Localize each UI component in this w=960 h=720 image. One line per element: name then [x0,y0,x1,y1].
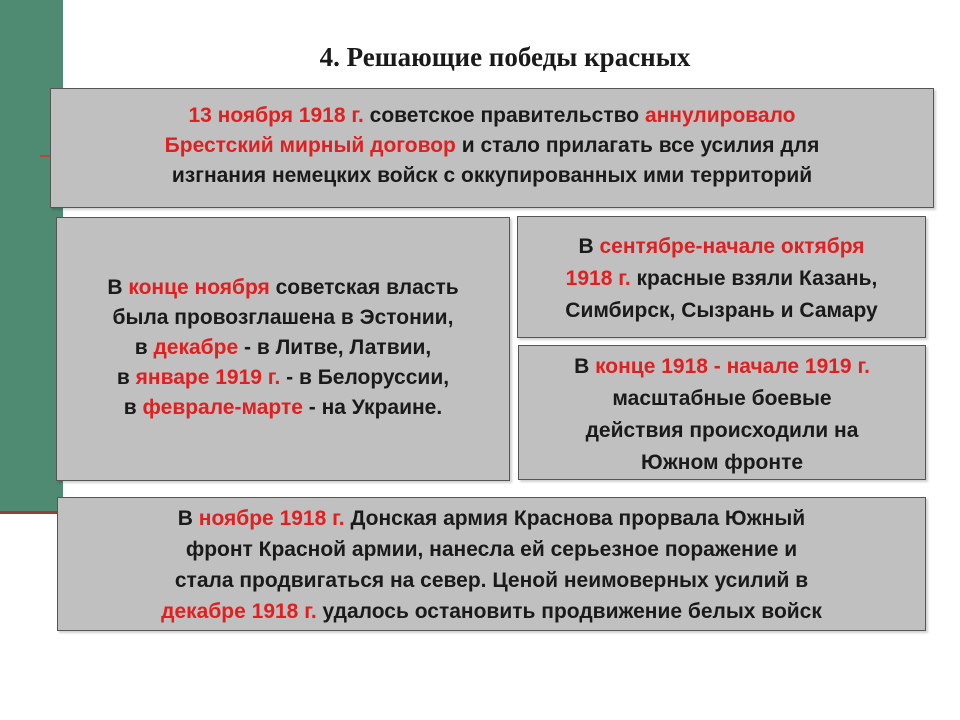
highlight-text: январе 1919 г. [135,366,281,389]
body-text: - в Белоруссии, [280,366,450,389]
text-box-kazan [517,216,926,338]
body-text: советское правительство [363,104,645,127]
highlight-text: 13 ноября 1918 г. [188,104,364,127]
highlight-text: конце ноября [128,276,270,299]
body-text: удалось остановить продвижение белых войск [316,600,822,623]
text-line: Южном фронте [640,451,804,474]
text-line: Симбирск, Сызрань и Самару [565,299,878,322]
highlight-text: 1918 г. [565,267,631,290]
body-text: В [574,355,596,378]
highlight-text: ноябре 1918 г. [198,507,345,530]
body-text: красные взяли Казань, [630,267,878,290]
highlight-text: феврале-марте [142,396,303,419]
text-line [59,333,507,363]
body-text: В [578,235,600,258]
text-line: была провозглашена в Эстонии, [112,306,454,329]
body-text: в [134,336,154,359]
slide-title: 4. Решающие победы красных [319,42,691,72]
side-decor-bar [0,0,63,512]
highlight-text: аннулировало [644,104,796,127]
text-line: фронт Красной армии, нанесла ей серьезное поражение и [185,538,798,561]
body-text: - на Украине. [302,396,443,419]
text-line: изгнания немецких войск с оккупированных ими территорий [171,164,813,187]
highlight-text: сентябре-начале октября [599,235,865,258]
body-text: в [116,366,136,389]
body-text: и стало прилагать все усилия для [455,134,820,157]
text-box-soviet-power [56,217,510,481]
text-box-don-army [57,497,926,631]
text-box-brest-treaty [50,88,934,208]
text-line [59,393,507,423]
text-line [59,363,507,393]
text-line [518,263,925,295]
text-line [518,231,925,263]
text-line [523,351,921,383]
text-line: стала продвигаться на север. Ценой неимоверных усилий в [174,569,809,592]
text-line [61,101,923,131]
text-box-southern-front [518,345,926,480]
body-text: В [177,507,199,530]
highlight-text: Брестский мирный договор [164,134,456,157]
body-text: В [107,276,129,299]
text-line [59,273,507,303]
text-line [61,131,923,161]
text-line: масштабные боевые [612,387,832,410]
body-text: в [123,396,143,419]
body-text: Донская армия Краснова прорвала Южный [344,507,806,530]
side-decor-line [0,511,63,514]
body-text: советская власть [269,276,459,299]
body-text: - в Литве, Латвии, [238,336,432,359]
text-line: действия происходили на [585,419,859,442]
highlight-text: декабре [153,336,239,359]
highlight-text: декабре 1918 г. [161,600,317,623]
text-line [62,596,921,627]
highlight-text: конце 1918 - начале 1919 г. [595,355,870,378]
text-line [62,503,921,534]
